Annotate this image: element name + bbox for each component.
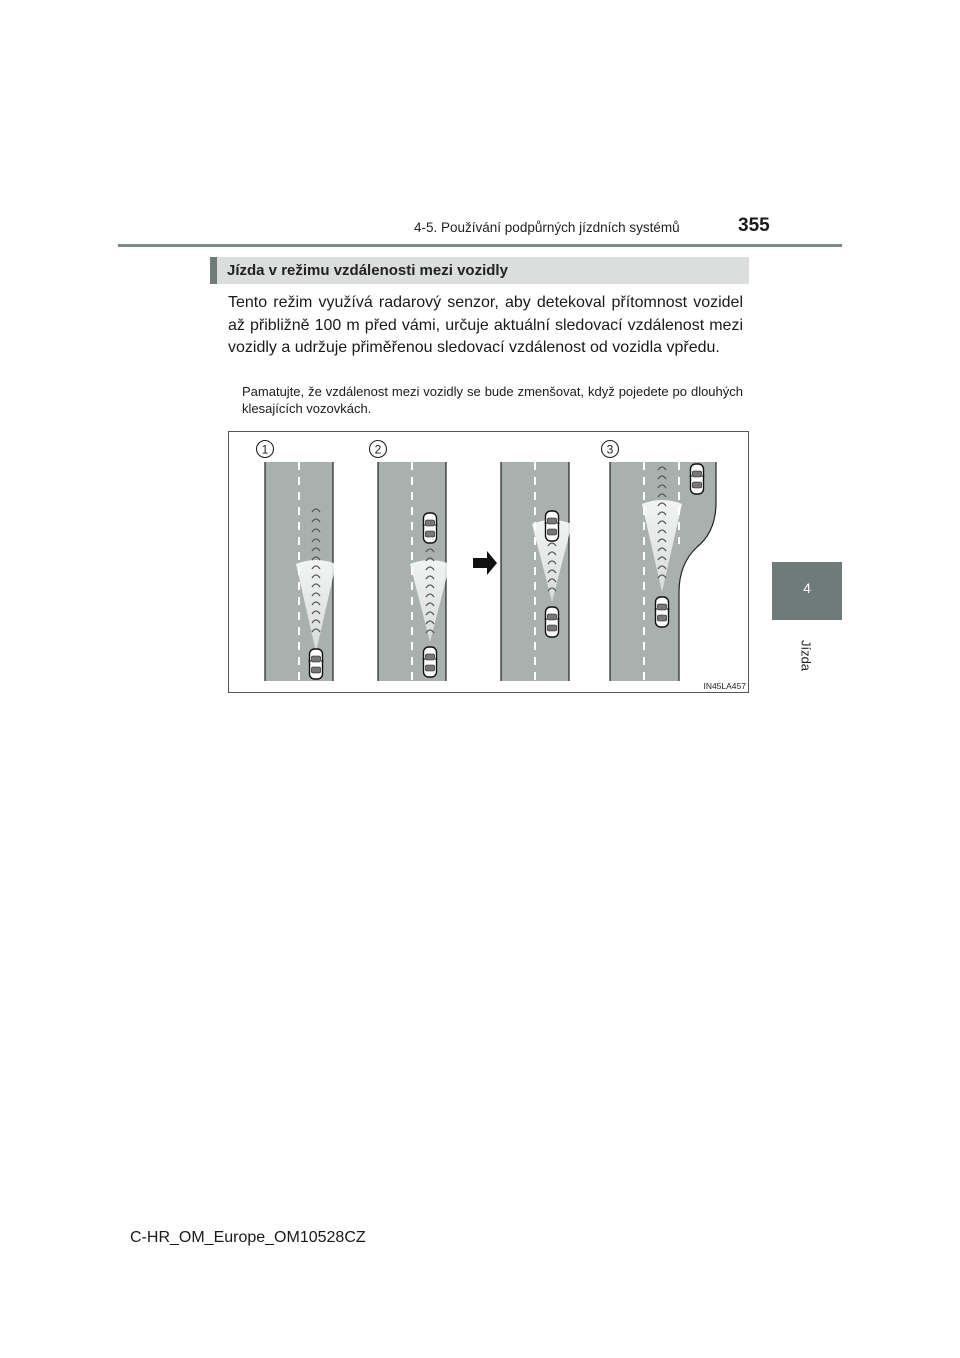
scene-2-road — [378, 462, 450, 681]
chapter-tab-label-text: Jízda — [798, 639, 814, 672]
own-car-1 — [309, 649, 324, 679]
own-car-2b — [545, 607, 560, 637]
figure-code: IN45LA457 — [703, 681, 746, 691]
transition-arrow — [473, 551, 497, 575]
section-heading — [210, 257, 749, 284]
chapter-tab-label — [796, 626, 816, 686]
other-car-3 — [690, 464, 705, 494]
callout-2 — [370, 441, 387, 458]
chapter-tab-number: 4 — [803, 580, 811, 596]
road-scenes-svg — [229, 432, 750, 694]
leading-car-2 — [423, 513, 438, 543]
callout-1 — [257, 441, 274, 458]
leading-car-2b — [545, 511, 560, 541]
svg-text:1: 1 — [261, 442, 269, 457]
illustration-figure — [228, 431, 749, 693]
own-car-3 — [655, 597, 670, 627]
scene-3-road — [610, 462, 716, 681]
own-car-2 — [423, 647, 438, 677]
footer-document-code: C-HR_OM_Europe_OM10528CZ — [130, 1229, 366, 1246]
header-section-title: 4-5. Používání podpůrných jízdních systémů — [414, 220, 680, 235]
scene-1-road — [265, 462, 336, 681]
scene-2b-road — [501, 462, 572, 681]
svg-text:2: 2 — [374, 442, 382, 457]
body-paragraph: Tento režim využívá radarový senzor, aby detekoval přítomnost vozidel až přibližně 100 m před vámi, určuje aktuální sledovací vzdálenost mezi vozidly a udržuje přiměřenou sledovací vzdálenost od vozidla vpředu. — [228, 294, 743, 356]
svg-text:3: 3 — [606, 442, 614, 457]
header-rule — [118, 244, 842, 247]
page-number: 355 — [738, 215, 770, 236]
note-paragraph: Pamatujte, že vzdálenost mezi vozidly se bude zmenšovat, když pojedete po dlouhých klesajících vozovkách. — [242, 384, 743, 416]
section-heading-text: Jízda v režimu vzdálenosti mezi vozidly — [227, 262, 508, 279]
callout-3 — [602, 441, 619, 458]
chapter-tab — [772, 562, 842, 620]
